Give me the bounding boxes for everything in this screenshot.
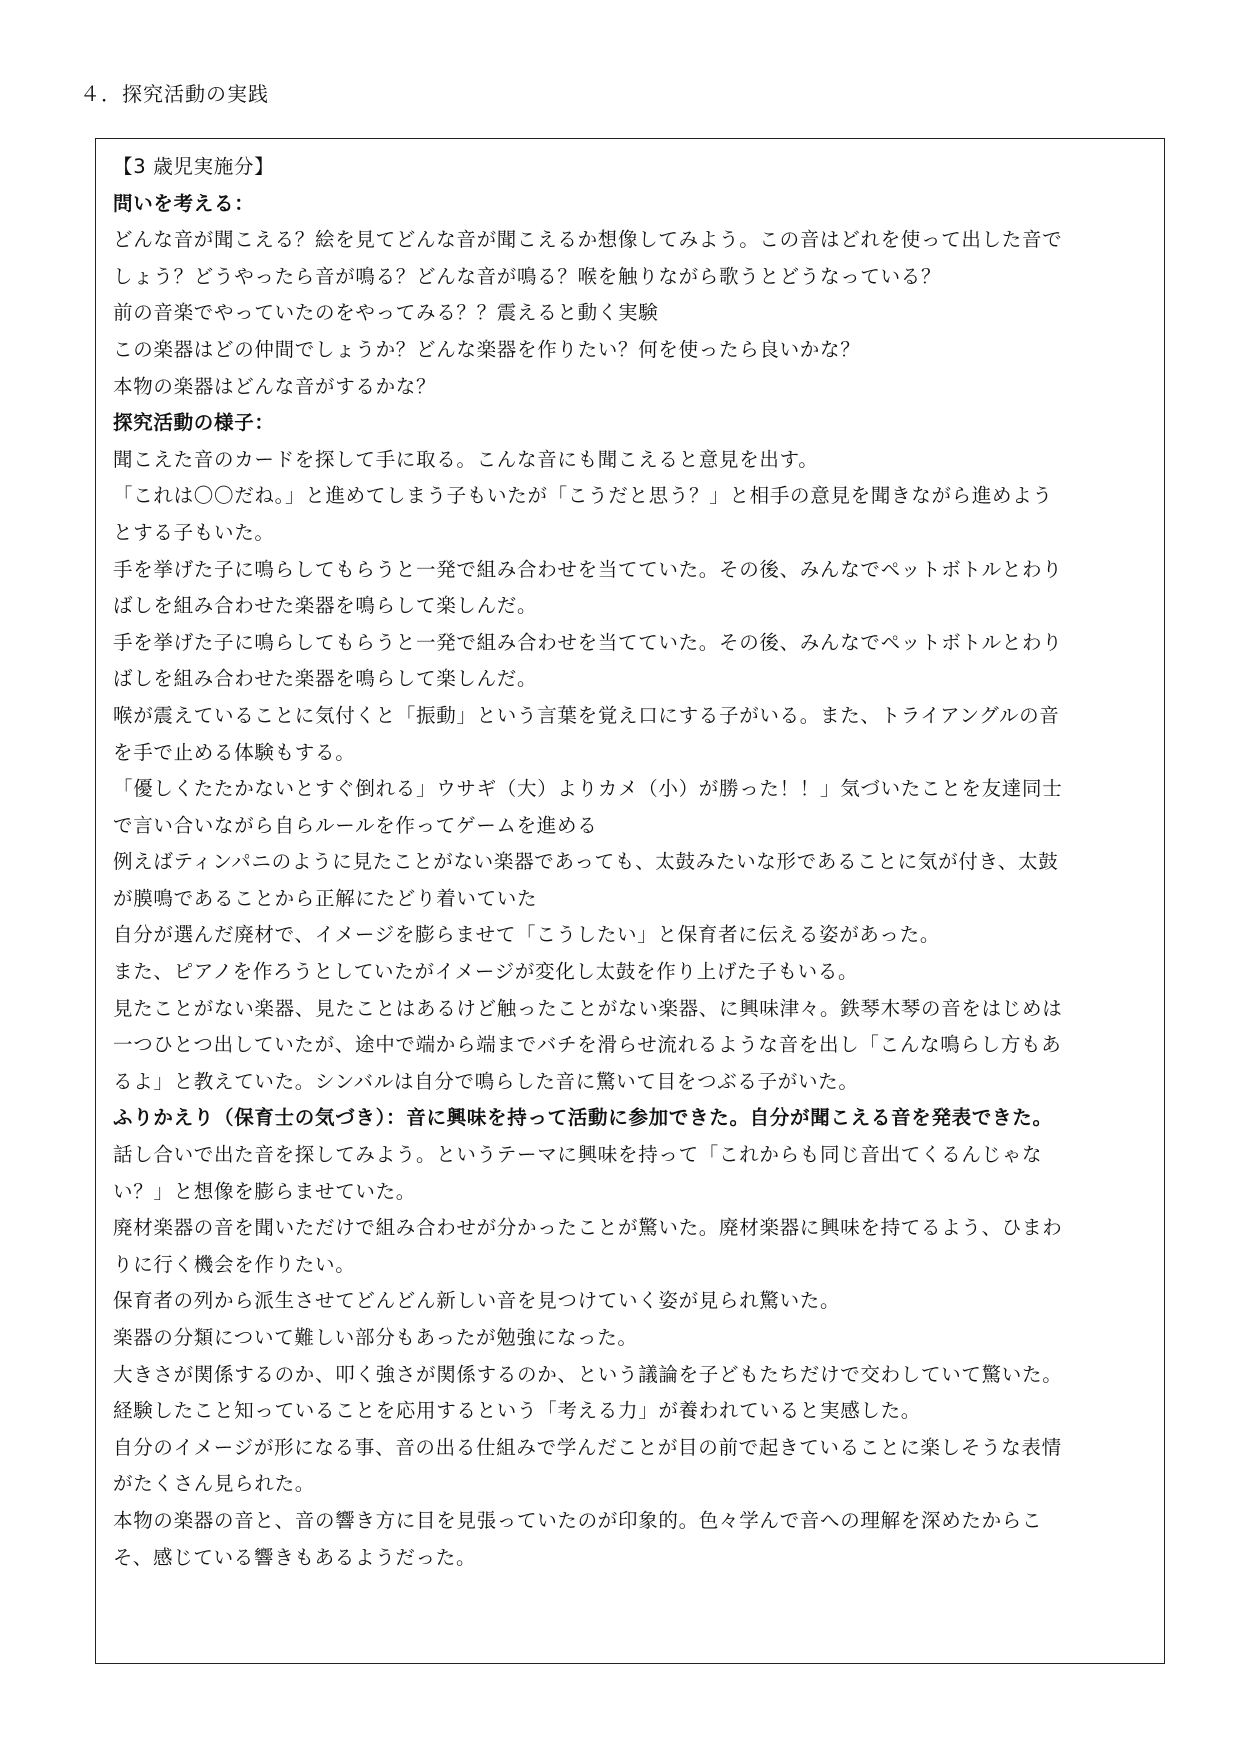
- text-line: が膜鳴であることから正解にたどり着いていた: [113, 886, 538, 910]
- group-label: 【3 歳児実施分】: [113, 155, 275, 178]
- text-line: 見たことがない楽器、見たことはあるけど触ったことがない楽器、に興味津々。鉄琴木琴の音をはじめは: [113, 996, 1063, 1020]
- text-line: を手で止める体験もする。: [113, 740, 356, 764]
- text-line: また、ピアノを作ろうとしていたがイメージが変化し太鼓を作り上げた子もいる。: [113, 960, 859, 984]
- text-line: この楽器はどの仲間でしょうか？どんな楽器を作りたい？何を使ったら良いかな？: [113, 337, 861, 361]
- text-line: 例えばティンパニのように見たことがない楽器であっても、太鼓みたいな形であることに気が付き、太鼓: [113, 850, 1059, 874]
- text-line: ばしを組み合わせた楽器を鳴らして楽しんだ。: [113, 667, 538, 691]
- text-line: で言い合いながら自らルールを作ってゲームを進める: [113, 813, 598, 837]
- questions-block: [113, 222, 1153, 405]
- text-line: い？」と想像を膨らませていた。: [113, 1179, 417, 1203]
- text-line: 「これは〇〇だね。」と進めてしまう子もいたが「こうだと思う？」と相手の意見を聞きながら進めよう: [113, 484, 1053, 508]
- text-line: りに行く機会を作りたい。: [113, 1252, 356, 1276]
- text-line: 手を挙げた子に鳴らしてもらうと一発で組み合わせを当てていた。その後、みんなでペットボトルとわり: [113, 630, 1063, 654]
- text-line: 廃材楽器の音を聞いただけで組み合わせが分かったことが驚いた。廃材楽器に興味を持てるよう、ひまわ: [113, 1216, 1063, 1240]
- text-line: がたくさん見られた。: [113, 1472, 316, 1496]
- reflection-block: [113, 1137, 1153, 1576]
- text-line: とする子もいた。: [113, 520, 275, 544]
- section-heading: ４．探究活動の実践: [80, 82, 269, 106]
- text-line: 「優しくたたかないとすぐ倒れる」ウサギ（大）よりカメ（小）が勝った！！」気づいたことを友達同士: [113, 777, 1063, 801]
- activity-block: [113, 442, 1153, 1101]
- text-line: 手を挙げた子に鳴らしてもらうと一発で組み合わせを当てていた。その後、みんなでペットボトルとわり: [113, 557, 1063, 581]
- text-line: 経験したこと知っていることを応用するという「考える力」が養われていると実感した。: [113, 1399, 922, 1423]
- text-line: どんな音が聞こえる？絵を見てどんな音が聞こえるか想像してみよう。この音はどれを使って出した音で: [113, 228, 1063, 252]
- text-line: 自分が選んだ廃材で、イメージを膨らませて「こうしたい」と保育者に伝える姿があった。: [113, 923, 941, 947]
- text-line: 前の音楽でやっていたのをやってみる？？震えると動く実験: [113, 301, 659, 325]
- text-line: 一つひとつ出していたが、途中で端から端までバチを滑らせ流れるような音を出し「こんな鳴らし方もあ: [113, 1033, 1062, 1057]
- text-line: しょう？どうやったら音が鳴る？どんな音が鳴る？喉を触りながら歌うとどうなっている？: [113, 264, 942, 288]
- text-line: 保育者の列から派生させてどんどん新しい音を見つけていく姿が見られ驚いた。: [113, 1289, 841, 1313]
- text-line: 楽器の分類について難しい部分もあったが勉強になった。: [113, 1326, 638, 1349]
- text-line: ばしを組み合わせた楽器を鳴らして楽しんだ。: [113, 594, 538, 618]
- activity-heading: 探究活動の様子：: [113, 411, 275, 435]
- text-line: そ、感じている響きもあるようだった。: [113, 1545, 477, 1569]
- text-line: 自分のイメージが形になる事、音の出る仕組みで学んだことが目の前で起きていることに楽しそうな表情: [113, 1435, 1062, 1459]
- text-line: 話し合いで出た音を探してみよう。というテーマに興味を持って「これからも同じ音出てくるんじゃな: [113, 1143, 1043, 1167]
- text-line: 喉が震えていることに気付くと「振動」という言葉を覚え口にする子がいる。また、トライアングルの音: [113, 703, 1060, 727]
- text-line: 聞こえた音のカードを探して手に取る。こんな音にも聞こえると意見を出す。: [113, 447, 819, 471]
- text-line: 大きさが関係するのか、叩く強さが関係するのか、という議論を子どもたちだけで交わしていて驚いた。: [113, 1362, 1063, 1386]
- reflection-heading: ふりかえり（保育士の気づき）：音に興味を持って活動に参加できた。自分が聞こえる音を発表できた。: [113, 1106, 1053, 1130]
- text-line: 本物の楽器はどんな音がするかな？: [113, 374, 437, 398]
- report-content: [113, 149, 1153, 1576]
- questions-heading: 問いを考える：: [113, 191, 255, 215]
- text-line: るよ」と教えていた。シンバルは自分で鳴らした音に驚いて目をつぶる子がいた。: [113, 1069, 859, 1093]
- report-box: [95, 138, 1165, 1664]
- text-line: 本物の楽器の音と、音の響き方に目を見張っていたのが印象的。色々学んで音への理解を深めたからこ: [113, 1508, 1043, 1532]
